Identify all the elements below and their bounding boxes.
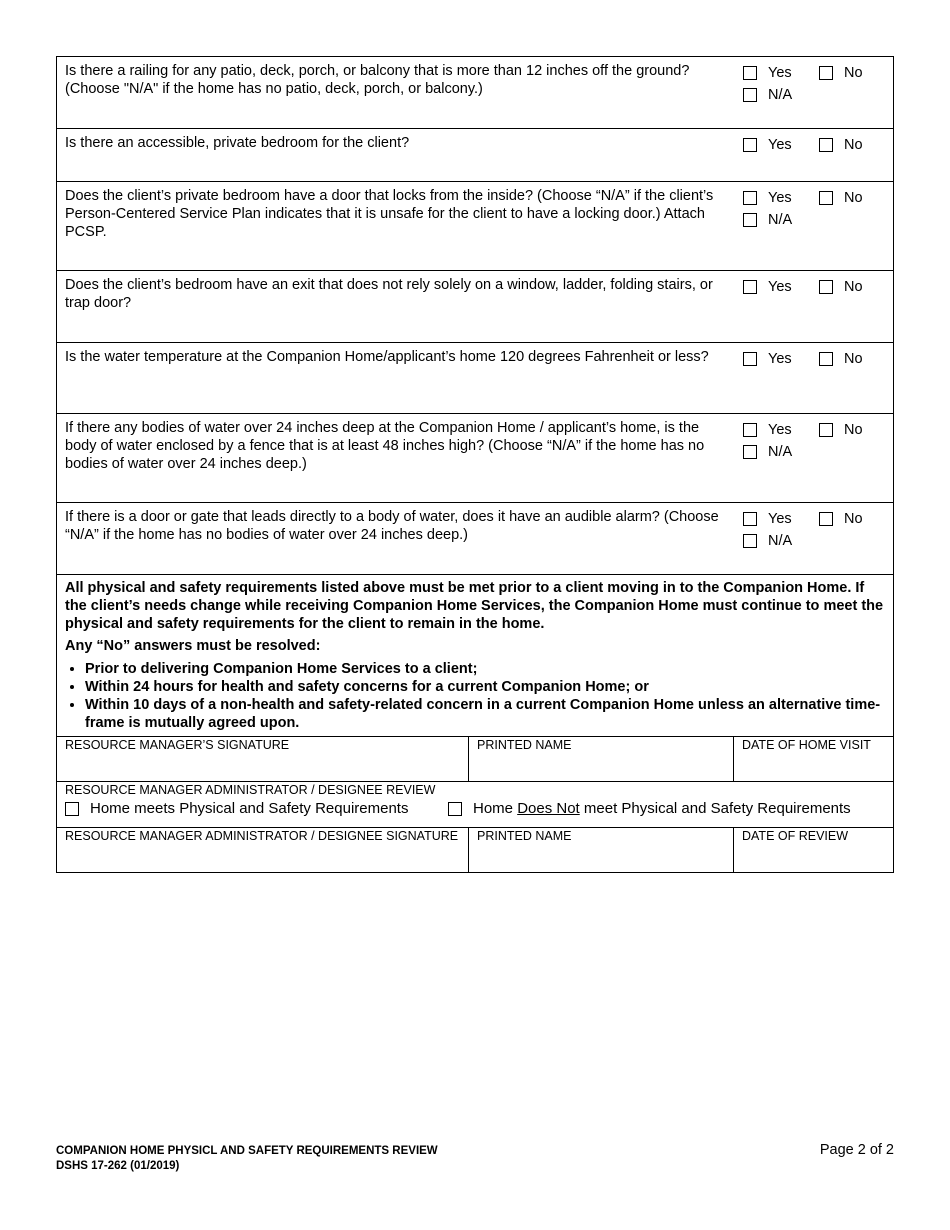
checkbox-icon — [743, 512, 757, 526]
administrator-signature-field[interactable] — [57, 828, 469, 872]
checkbox-icon — [819, 138, 833, 152]
question-row-water-temperature — [57, 343, 893, 414]
checkbox-icon — [819, 423, 833, 437]
does-not-meet-requirements-checkbox[interactable]: Home Does Not meet Physical and Safety Requirements — [448, 800, 851, 817]
no-checkbox[interactable]: No — [819, 190, 863, 206]
question-row-door-lock — [57, 182, 893, 271]
printed-name-label: PRINTED NAME — [477, 829, 572, 843]
checkbox-icon — [743, 280, 757, 294]
yes-checkbox[interactable]: Yes — [743, 422, 819, 438]
answer-options — [733, 57, 893, 128]
question-text: If there is a door or gate that leads directly to a body of water, does it have an audible alarm? (Choose “N/A” if the home has no bodies of water over 24 inches deep.) — [65, 509, 719, 543]
question-text: Does the client’s private bedroom have a door that locks from the inside? (Choose “N/A” if the client’s Person-Centered Service Plan indicates that it is unsafe for the client to have a locking door.) Attach PCSP. — [65, 188, 714, 240]
checkbox-icon — [819, 352, 833, 366]
checkbox-icon — [819, 66, 833, 80]
checkbox-icon — [819, 191, 833, 205]
na-checkbox[interactable]: N/A — [743, 444, 819, 460]
question-text: If there any bodies of water over 24 inches deep at the Companion Home / applicant’s home, is the body of water enclosed by a fence that is at least 48 inches high? (Choose “N/A” if the home has no bodies of water over 24 inches deep.) — [65, 420, 705, 472]
requirements-notice — [57, 575, 893, 737]
list-item: • Within 24 hours for health and safety concerns for a current Companion Home; or — [85, 678, 885, 696]
checkbox-icon — [743, 191, 757, 205]
resource-manager-signature-row — [57, 737, 893, 782]
list-item: • Prior to delivering Companion Home Services to a client; — [85, 660, 885, 678]
question-row-bedroom-exit — [57, 271, 893, 343]
answer-options — [733, 129, 893, 181]
review-options — [65, 800, 885, 817]
question-text: Does the client’s bedroom have an exit that does not rely solely on a window, ladder, folding stairs, or trap door? — [65, 277, 713, 311]
checkbox-icon — [743, 213, 757, 227]
signature-field[interactable] — [57, 737, 469, 781]
signature-label: RESOURCE MANAGER ADMINISTRATOR / DESIGNEE SIGNATURE — [65, 829, 459, 843]
na-checkbox[interactable]: N/A — [743, 212, 819, 228]
question-text: Is there an accessible, private bedroom for the client? — [65, 135, 410, 151]
notice-paragraph: All physical and safety requirements listed above must be met prior to a client moving in to the Companion Home. If the client’s needs change while receiving Companion Home Services, the Companion Home must continue to meet the physical and safety requirements for the client to remain in the home. — [65, 580, 884, 632]
administrator-signature-row — [57, 828, 893, 872]
question-row-railing — [57, 57, 893, 129]
printed-name-label: PRINTED NAME — [477, 738, 572, 752]
answer-options — [733, 182, 893, 270]
question-text: Is the water temperature at the Companion Home/applicant’s home 120 degrees Fahrenheit or less? — [65, 349, 709, 365]
page-number: Page 2 of 2 — [819, 1142, 894, 1158]
answer-options — [733, 343, 893, 413]
review-date-field[interactable] — [734, 828, 893, 872]
yes-checkbox[interactable]: Yes — [743, 190, 819, 206]
yes-checkbox[interactable]: Yes — [743, 511, 819, 527]
yes-checkbox[interactable]: Yes — [743, 65, 819, 81]
list-item: • Within 10 days of a non-health and safety-related concern in a current Companion Home unless an alternative time-frame is mutually agreed upon. — [85, 696, 885, 732]
administrator-review-row — [57, 782, 893, 828]
checkbox-icon — [65, 802, 79, 816]
form-title: COMPANION HOME PHYSICL AND SAFETY REQUIREMENTS REVIEW — [56, 1145, 438, 1157]
signature-label: RESOURCE MANAGER’S SIGNATURE — [65, 738, 290, 752]
checkbox-icon — [743, 66, 757, 80]
meets-requirements-checkbox[interactable]: Home meets Physical and Safety Requirements — [65, 800, 448, 817]
no-checkbox[interactable]: No — [819, 279, 863, 295]
review-title: RESOURCE MANAGER ADMINISTRATOR / DESIGNEE REVIEW — [65, 783, 436, 797]
checkbox-icon — [743, 352, 757, 366]
na-checkbox[interactable]: N/A — [743, 533, 819, 549]
question-row-bedroom — [57, 129, 893, 182]
form-number: DSHS 17-262 (01/2019) — [56, 1160, 180, 1172]
no-checkbox[interactable]: No — [819, 137, 863, 153]
checkbox-icon — [743, 138, 757, 152]
no-checkbox[interactable]: No — [819, 511, 863, 527]
printed-name-field[interactable] — [469, 737, 734, 781]
notice-list — [65, 660, 885, 732]
no-checkbox[interactable]: No — [819, 422, 863, 438]
date-label: DATE OF REVIEW — [742, 829, 849, 843]
checkbox-icon — [743, 445, 757, 459]
yes-checkbox[interactable]: Yes — [743, 279, 819, 295]
answer-options — [733, 414, 893, 502]
notice-subheading: Any “No” answers must be resolved: — [65, 638, 321, 654]
checkbox-icon — [743, 423, 757, 437]
no-checkbox[interactable]: No — [819, 351, 863, 367]
question-row-water-alarm — [57, 503, 893, 575]
checkbox-icon — [448, 802, 462, 816]
answer-options — [733, 503, 893, 574]
question-row-water-fence — [57, 414, 893, 503]
checkbox-icon — [743, 88, 757, 102]
question-text: Is there a railing for any patio, deck, porch, or balcony that is more than 12 inches off the ground? (Choose "N/A" if the home has no patio, deck, porch, or balcony.) — [65, 63, 690, 97]
requirements-form — [56, 56, 894, 873]
checkbox-icon — [743, 534, 757, 548]
date-label: DATE OF HOME VISIT — [742, 738, 871, 752]
na-checkbox[interactable]: N/A — [743, 87, 819, 103]
yes-checkbox[interactable]: Yes — [743, 137, 819, 153]
checkbox-icon — [819, 280, 833, 294]
checkbox-icon — [819, 512, 833, 526]
yes-checkbox[interactable]: Yes — [743, 351, 819, 367]
answer-options — [733, 271, 893, 342]
footer-form-info — [56, 1144, 438, 1174]
home-visit-date-field[interactable] — [734, 737, 893, 781]
no-checkbox[interactable]: No — [819, 65, 863, 81]
printed-name-field[interactable] — [469, 828, 734, 872]
